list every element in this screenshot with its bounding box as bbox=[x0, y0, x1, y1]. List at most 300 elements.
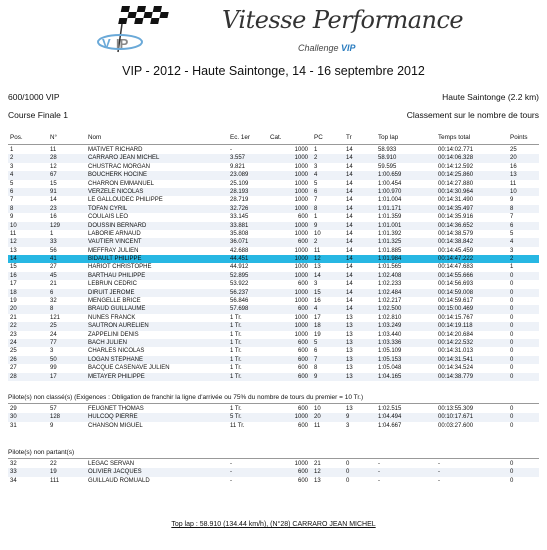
cell-category: 1000 bbox=[294, 247, 308, 254]
cell-total-time: 00:14:59.617 bbox=[438, 298, 474, 305]
cell-number: 41 bbox=[50, 256, 57, 263]
cell-name: CHARRON EMMANUEL bbox=[88, 180, 155, 187]
cell-gap: 35.808 bbox=[230, 230, 249, 237]
cell-laps: 14 bbox=[346, 239, 353, 246]
cell-category: 600 bbox=[297, 348, 308, 355]
cell-number: 12 bbox=[50, 163, 57, 170]
cell-points: 7 bbox=[510, 214, 514, 221]
cell-gap: 1 Tr. bbox=[230, 356, 242, 363]
ranking-label: Classement sur le nombre de tours bbox=[406, 110, 539, 120]
cell-class-pos: 10 bbox=[314, 406, 321, 412]
cell-number: 1 bbox=[50, 230, 54, 237]
divider bbox=[8, 458, 539, 459]
cell-gap: 9.821 bbox=[230, 163, 246, 170]
cell-name: CHUSTRAC MORGAN bbox=[88, 163, 151, 170]
cell-total-time: 00:14:35.497 bbox=[438, 205, 474, 212]
cell-total-time: 00:15:00.469 bbox=[438, 306, 474, 313]
cell-top-lap: 1:03.336 bbox=[378, 339, 402, 346]
table-row bbox=[8, 205, 539, 213]
cell-total-time: 00:14:06.328 bbox=[438, 155, 474, 162]
cell-gap: 33.881 bbox=[230, 222, 249, 229]
cell-name: CARRARO JEAN MICHEL bbox=[88, 155, 160, 162]
cell-number: 22 bbox=[50, 461, 57, 467]
cell-points: 1 bbox=[510, 264, 514, 271]
table-row bbox=[8, 413, 539, 421]
col-pos: Pos. bbox=[10, 134, 23, 141]
cell-class-pos: 15 bbox=[314, 289, 321, 296]
cell-pos: 19 bbox=[10, 298, 17, 305]
table-row bbox=[8, 422, 539, 430]
challenge-suffix: VIP bbox=[341, 43, 356, 53]
cell-name: FEUGNET THOMAS bbox=[88, 406, 144, 412]
cell-total-time: 00:14:22.532 bbox=[438, 339, 474, 346]
cell-number: 45 bbox=[50, 272, 57, 279]
cell-pos: 9 bbox=[10, 214, 14, 221]
cell-number: 56 bbox=[50, 247, 57, 254]
cell-gap: - bbox=[230, 147, 232, 153]
cell-points: 6 bbox=[510, 222, 514, 229]
cell-category: 1000 bbox=[294, 264, 308, 271]
cell-pos: 12 bbox=[10, 239, 17, 246]
cell-category: 600 bbox=[297, 469, 308, 476]
svg-text:IP: IP bbox=[116, 36, 129, 51]
cell-laps: 13 bbox=[346, 331, 353, 338]
cell-laps: 14 bbox=[346, 147, 353, 153]
cell-name: HARIOT CHRISTOPHE bbox=[88, 264, 152, 271]
col-name: Nom bbox=[88, 134, 102, 141]
cell-category: 1000 bbox=[294, 180, 308, 187]
cell-laps: 14 bbox=[346, 264, 353, 271]
cell-gap: 32.726 bbox=[230, 205, 249, 212]
table-row bbox=[8, 331, 539, 339]
cell-class-pos: 14 bbox=[314, 272, 321, 279]
cell-number: 99 bbox=[50, 365, 57, 372]
cell-points: 0 bbox=[510, 477, 514, 484]
cell-total-time: 00:10:17.671 bbox=[438, 414, 474, 421]
cell-gap: 57.698 bbox=[230, 306, 249, 313]
col-laps: Tr bbox=[346, 134, 352, 141]
cell-gap: 1 Tr. bbox=[230, 406, 242, 412]
footer bbox=[0, 521, 547, 528]
cell-class-pos: 7 bbox=[314, 356, 318, 363]
cell-class-pos: 7 bbox=[314, 197, 318, 204]
cell-category: 1000 bbox=[294, 256, 308, 263]
cell-top-lap: - bbox=[378, 469, 380, 476]
table-row bbox=[8, 263, 539, 271]
cell-number: 121 bbox=[50, 314, 61, 321]
not-classified-table bbox=[8, 405, 539, 430]
table-row bbox=[8, 460, 539, 468]
cell-name: SAUTRON AURELIEN bbox=[88, 323, 149, 330]
cell-gap: 53.922 bbox=[230, 281, 249, 288]
cell-top-lap: - bbox=[378, 477, 380, 484]
cell-pos: 2 bbox=[10, 155, 14, 162]
cell-category: 600 bbox=[297, 239, 308, 246]
cell-top-lap: 1:00.970 bbox=[378, 188, 402, 195]
cell-pos: 22 bbox=[10, 323, 17, 330]
table-row bbox=[8, 297, 539, 305]
cell-points: 0 bbox=[510, 281, 514, 288]
table-row bbox=[8, 289, 539, 297]
cell-class-pos: 20 bbox=[314, 414, 321, 421]
table-header bbox=[8, 132, 539, 145]
cell-total-time: 00:14:31.490 bbox=[438, 197, 474, 204]
cell-laps: 13 bbox=[346, 356, 353, 363]
cell-gap: 42.688 bbox=[230, 247, 249, 254]
cell-gap: 36.071 bbox=[230, 239, 249, 246]
cell-total-time: 00:14:19.118 bbox=[438, 323, 473, 330]
cell-total-time: 00:14:56.693 bbox=[438, 281, 474, 288]
table-row bbox=[8, 255, 539, 263]
cell-name: COULAIS LEO bbox=[88, 214, 129, 221]
cell-top-lap: 1:02.484 bbox=[378, 289, 402, 296]
cell-laps: 13 bbox=[346, 348, 353, 355]
cell-points: 8 bbox=[510, 205, 514, 212]
cell-class-pos: 3 bbox=[314, 163, 318, 170]
cell-pos: 7 bbox=[10, 197, 14, 204]
cell-number: 8 bbox=[50, 306, 54, 313]
cell-points: 0 bbox=[510, 306, 514, 313]
table-row bbox=[8, 180, 539, 188]
cell-class-pos: 9 bbox=[314, 373, 318, 380]
cell-pos: 14 bbox=[10, 256, 17, 263]
table-row bbox=[8, 272, 539, 280]
cell-class-pos: 8 bbox=[314, 365, 318, 372]
cell-total-time: 00:14:38.779 bbox=[438, 373, 474, 380]
cell-top-lap: 1:00.659 bbox=[378, 172, 402, 179]
cell-name: MEFFRAY JULIEN bbox=[88, 247, 139, 254]
table-row bbox=[8, 222, 539, 230]
cell-gap: 1 Tr. bbox=[230, 348, 242, 355]
cell-pos: 4 bbox=[10, 172, 14, 179]
cell-number: 23 bbox=[50, 205, 57, 212]
cell-gap: - bbox=[230, 461, 232, 467]
cell-top-lap: 1:04.494 bbox=[378, 414, 402, 421]
cell-laps: 0 bbox=[346, 461, 350, 467]
cell-name: MATIVET RICHARD bbox=[88, 147, 143, 153]
cell-pos: 20 bbox=[10, 306, 17, 313]
cell-points: 25 bbox=[510, 147, 517, 153]
cell-number: 11 bbox=[50, 147, 57, 153]
not-classified-label: Pilote(s) non classé(s) (Exigences : Obligation de franchir la ligne d'arrivée ou 75% du nombre de tours du premier = 10 Tr.) bbox=[8, 394, 364, 401]
col-gap: Ec. 1er bbox=[230, 134, 250, 141]
cell-total-time: 00:14:59.008 bbox=[438, 289, 474, 296]
cell-class-pos: 19 bbox=[314, 331, 321, 338]
cell-number: 111 bbox=[50, 477, 60, 484]
cell-category: 600 bbox=[297, 214, 308, 221]
cell-top-lap: 1:02.500 bbox=[378, 306, 402, 313]
cell-number: 9 bbox=[50, 422, 54, 429]
cell-pos: 11 bbox=[10, 230, 17, 237]
cell-points: 2 bbox=[510, 256, 514, 263]
cell-gap: 1 Tr. bbox=[230, 365, 242, 372]
cell-top-lap: 59.595 bbox=[378, 163, 397, 170]
cell-category: 600 bbox=[297, 373, 308, 380]
cell-category: 600 bbox=[297, 477, 308, 484]
table-row bbox=[8, 247, 539, 255]
cell-name: LEBRUN CEDRIC bbox=[88, 281, 138, 288]
cell-pos: 6 bbox=[10, 188, 14, 195]
cell-top-lap: 1:02.233 bbox=[378, 281, 402, 288]
cell-gap: 28.193 bbox=[230, 188, 249, 195]
table-row bbox=[8, 322, 539, 330]
cell-top-lap: 1:01.565 bbox=[378, 264, 402, 271]
cell-class-pos: 9 bbox=[314, 222, 318, 229]
cell-class-pos: 6 bbox=[314, 348, 318, 355]
cell-total-time: 00:14:12.592 bbox=[438, 163, 474, 170]
cell-pos: 25 bbox=[10, 348, 17, 355]
cell-pos: 32 bbox=[10, 461, 17, 467]
cell-class-pos: 12 bbox=[314, 256, 321, 263]
vip-logo-icon bbox=[92, 4, 188, 54]
table-row bbox=[8, 238, 539, 246]
cell-laps: 14 bbox=[346, 197, 353, 204]
cell-total-time: 00:14:27.880 bbox=[438, 180, 474, 187]
cell-top-lap: 1:02.217 bbox=[378, 298, 402, 305]
cell-pos: 18 bbox=[10, 289, 17, 296]
cell-total-time: 00:14:38.842 bbox=[438, 239, 474, 246]
cell-gap: 56.846 bbox=[230, 298, 249, 305]
cell-pos: 24 bbox=[10, 339, 17, 346]
cell-laps: 13 bbox=[346, 365, 353, 372]
cell-number: 14 bbox=[50, 197, 57, 204]
cell-category: 1000 bbox=[294, 314, 308, 321]
cell-gap: 1 Tr. bbox=[230, 373, 242, 380]
cell-name: ZAPPELINI DENIS bbox=[88, 331, 139, 338]
table-row bbox=[8, 347, 539, 355]
table-row bbox=[8, 280, 539, 288]
cell-points: 11 bbox=[510, 180, 517, 187]
brand-title: Vitesse Performance bbox=[222, 6, 464, 34]
divider bbox=[8, 403, 539, 404]
cell-points: 0 bbox=[510, 469, 514, 476]
cell-name: LEGAC SERVAN bbox=[88, 461, 135, 467]
cell-total-time: - bbox=[438, 461, 440, 467]
cell-pos: 1 bbox=[10, 147, 14, 153]
cell-points: 0 bbox=[510, 373, 514, 380]
cell-laps: 14 bbox=[346, 230, 353, 237]
col-points: Points bbox=[510, 134, 528, 141]
cell-total-time: 00:14:55.666 bbox=[438, 272, 474, 279]
cell-class-pos: 2 bbox=[314, 239, 318, 246]
cell-gap: 56.237 bbox=[230, 289, 249, 296]
cell-category: 1000 bbox=[294, 461, 308, 467]
cell-number: 50 bbox=[50, 356, 57, 363]
cell-category: 600 bbox=[297, 281, 308, 288]
cell-gap: 3.557 bbox=[230, 155, 246, 162]
cell-pos: 30 bbox=[10, 414, 17, 421]
cell-gap: - bbox=[230, 477, 232, 484]
cell-laps: 14 bbox=[346, 289, 353, 296]
col-class-pos: PC bbox=[314, 134, 323, 141]
cell-name: HULCOQ PIERRE bbox=[88, 414, 138, 421]
cell-top-lap: 1:02.810 bbox=[378, 314, 402, 321]
cell-category: 1000 bbox=[294, 289, 308, 296]
cell-name: CHARLES NICOLAS bbox=[88, 348, 145, 355]
cell-top-lap: 1:05.153 bbox=[378, 356, 402, 363]
cell-laps: 14 bbox=[346, 222, 353, 229]
table-row bbox=[8, 356, 539, 364]
cell-laps: 14 bbox=[346, 256, 353, 263]
cell-laps: 14 bbox=[346, 298, 353, 305]
table-row bbox=[8, 405, 539, 413]
cell-top-lap: 1:05.048 bbox=[378, 365, 402, 372]
cell-laps: 14 bbox=[346, 155, 353, 162]
cell-class-pos: 13 bbox=[314, 264, 321, 271]
cell-top-lap: 1:00.454 bbox=[378, 180, 402, 187]
cell-points: 13 bbox=[510, 172, 517, 179]
cell-number: 16 bbox=[50, 214, 57, 221]
cell-points: 0 bbox=[510, 356, 514, 363]
cell-number: 128 bbox=[50, 414, 61, 421]
cell-laps: 13 bbox=[346, 323, 353, 330]
col-category: Cat. bbox=[270, 134, 282, 141]
cell-gap: 5 Tr. bbox=[230, 414, 242, 421]
cell-category: 1000 bbox=[294, 230, 308, 237]
cell-pos: 27 bbox=[10, 365, 17, 372]
col-total-time: Temps total bbox=[438, 134, 471, 141]
cell-total-time: 00:14:31.541 bbox=[438, 356, 474, 363]
table-row bbox=[8, 314, 539, 322]
cell-number: 28 bbox=[50, 155, 57, 162]
cell-total-time: 00:14:45.459 bbox=[438, 247, 474, 254]
cell-gap: 33.145 bbox=[230, 214, 249, 221]
classified-table bbox=[8, 146, 539, 381]
cell-laps: 14 bbox=[346, 247, 353, 254]
cell-points: 10 bbox=[510, 188, 517, 195]
cell-name: BIDAULT PHILIPPE bbox=[88, 256, 142, 263]
cell-name: DOUSSIN BERNARD bbox=[88, 222, 147, 229]
cell-gap: 1 Tr. bbox=[230, 314, 242, 321]
cell-top-lap: 1:04.165 bbox=[378, 373, 402, 380]
cell-laps: 13 bbox=[346, 339, 353, 346]
cell-laps: 14 bbox=[346, 281, 353, 288]
cell-class-pos: 1 bbox=[314, 214, 318, 221]
cell-top-lap: 1:02.515 bbox=[378, 406, 402, 412]
cell-pos: 3 bbox=[10, 163, 14, 170]
cell-laps: 14 bbox=[346, 272, 353, 279]
cell-points: 0 bbox=[510, 314, 514, 321]
cell-name: GUILLAUD ROMUALD bbox=[88, 477, 150, 484]
cell-total-time: 00:14:25.860 bbox=[438, 172, 474, 179]
table-row bbox=[8, 468, 539, 476]
cell-total-time: 00:14:47.222 bbox=[438, 256, 474, 263]
page-title: VIP - 2012 - Haute Saintonge, 14 - 16 septembre 2012 bbox=[122, 64, 425, 78]
cell-total-time: 00:14:02.771 bbox=[438, 147, 474, 153]
cell-class-pos: 18 bbox=[314, 323, 321, 330]
cell-total-time: 00:14:47.683 bbox=[438, 264, 474, 271]
header bbox=[0, 0, 547, 62]
cell-class-pos: 6 bbox=[314, 188, 318, 195]
cell-name: BRAUD GUILLAUME bbox=[88, 306, 146, 313]
cell-name: METAYER PHILIPPE bbox=[88, 373, 145, 380]
cell-laps: 0 bbox=[346, 477, 350, 484]
table-row bbox=[8, 477, 539, 485]
cell-points: 4 bbox=[510, 239, 514, 246]
cell-laps: 14 bbox=[346, 172, 353, 179]
cell-number: 77 bbox=[50, 339, 57, 346]
cell-top-lap: 1:03.249 bbox=[378, 323, 402, 330]
cell-name: TOFAN CYRIL bbox=[88, 205, 128, 212]
cell-class-pos: 12 bbox=[314, 469, 321, 476]
cell-number: 129 bbox=[50, 222, 61, 229]
cell-pos: 13 bbox=[10, 247, 17, 254]
cell-points: 0 bbox=[510, 331, 514, 338]
cell-name: NUNES FRANCK bbox=[88, 314, 136, 321]
cell-points: 0 bbox=[510, 323, 514, 330]
cell-pos: 16 bbox=[10, 272, 17, 279]
cell-pos: 23 bbox=[10, 331, 17, 338]
cell-laps: 14 bbox=[346, 163, 353, 170]
col-number: N° bbox=[50, 134, 58, 141]
cell-points: 0 bbox=[510, 406, 514, 412]
cell-class-pos: 17 bbox=[314, 314, 321, 321]
cell-category: 1000 bbox=[294, 197, 308, 204]
cell-number: 67 bbox=[50, 172, 57, 179]
cell-points: 5 bbox=[510, 230, 514, 237]
cell-gap: - bbox=[230, 469, 232, 476]
cell-class-pos: 21 bbox=[314, 461, 321, 467]
cell-total-time: 00:14:15.767 bbox=[438, 314, 474, 321]
cell-top-lap: 1:01.001 bbox=[378, 222, 402, 229]
cell-name: VAUTIER VINCENT bbox=[88, 239, 142, 246]
svg-text:V: V bbox=[102, 36, 111, 51]
cell-class-pos: 4 bbox=[314, 172, 318, 179]
cell-total-time: 00:14:31.013 bbox=[438, 348, 474, 355]
cell-number: 15 bbox=[50, 180, 57, 187]
cell-category: 1000 bbox=[294, 272, 308, 279]
cell-class-pos: 10 bbox=[314, 230, 321, 237]
cell-number: 57 bbox=[50, 406, 57, 412]
cell-class-pos: 5 bbox=[314, 339, 318, 346]
cell-gap: 52.895 bbox=[230, 272, 249, 279]
cell-name: BOUCHERK HOCINE bbox=[88, 172, 148, 179]
cell-class-pos: 11 bbox=[314, 247, 321, 254]
cell-total-time: 00:03:27.600 bbox=[438, 422, 474, 429]
cell-category: 1000 bbox=[294, 172, 308, 179]
cell-class-pos: 11 bbox=[314, 422, 321, 429]
cell-laps: 14 bbox=[346, 180, 353, 187]
cell-number: 21 bbox=[50, 281, 57, 288]
cell-number: 17 bbox=[50, 373, 57, 380]
cell-name: CHANSON MIGUEL bbox=[88, 422, 143, 429]
cell-pos: 21 bbox=[10, 314, 17, 321]
cell-gap: 1 Tr. bbox=[230, 323, 242, 330]
cell-pos: 8 bbox=[10, 205, 14, 212]
cell-points: 3 bbox=[510, 247, 514, 254]
cell-category: 1000 bbox=[294, 222, 308, 229]
cell-points: 0 bbox=[510, 414, 514, 421]
cell-gap: 44.451 bbox=[230, 256, 249, 263]
cell-category: 1000 bbox=[294, 188, 308, 195]
not-started-label: Pilote(s) non partant(s) bbox=[8, 449, 75, 456]
challenge-prefix: Challenge bbox=[298, 43, 339, 53]
cell-number: 6 bbox=[50, 289, 54, 296]
cell-pos: 33 bbox=[10, 469, 17, 476]
cell-total-time: 00:14:35.916 bbox=[438, 214, 474, 221]
cell-top-lap: 1:01.392 bbox=[378, 230, 402, 237]
cell-class-pos: 3 bbox=[314, 281, 318, 288]
cell-top-lap: 1:01.004 bbox=[378, 197, 402, 204]
cell-name: LABORIE ARNAUD bbox=[88, 230, 141, 237]
not-started-table bbox=[8, 460, 539, 485]
cell-category: 600 bbox=[297, 356, 308, 363]
cell-points: 0 bbox=[510, 365, 514, 372]
cell-points: 0 bbox=[510, 422, 514, 429]
cell-top-lap: 1:04.667 bbox=[378, 422, 402, 429]
cell-points: 20 bbox=[510, 155, 517, 162]
cell-number: 25 bbox=[50, 323, 57, 330]
